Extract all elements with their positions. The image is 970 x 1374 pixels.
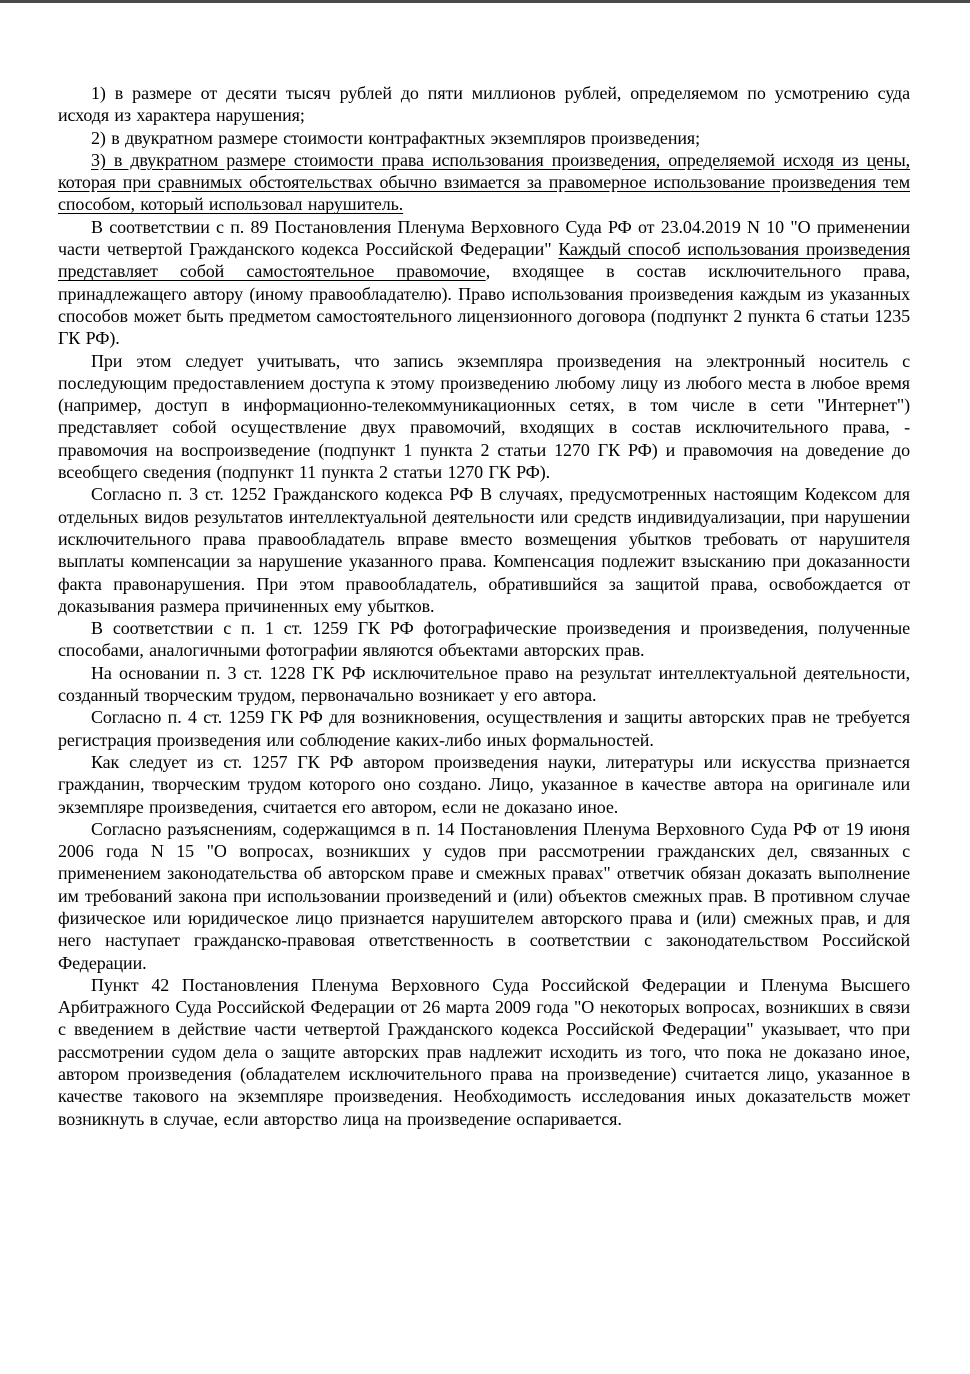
paragraph bbox=[58, 82, 910, 127]
text-run: Пункт 42 Постановления Пленума Верховного Суда Российской Федерации и Пленума Высшего Арбитражного Суда Российской Федерации от 26 марта 2009 года "О некоторых вопросах, возникших в связи с введением в действие части четвертой Гражданского кодекса Российской Федерации" указывает, что при рассмотрении судом дела о защите авторских прав надлежит исходить из того, что пока не доказано иное, автором произведения (обладателем исключительного права на произведение) считается лицо, указанное в качестве такового на экземпляре произведения. Необходимость исследования иных доказательств может возникнуть в случае, если авторство лица на произведение оспаривается. bbox=[58, 974, 910, 1129]
text-run: 2) в двукратном размере стоимости контрафактных экземпляров произведения; bbox=[91, 127, 700, 148]
text-run: 1) в размере от десяти тысяч рублей до пяти миллионов рублей, определяемом по усмотрению суда исходя из характера нарушения; bbox=[58, 83, 910, 126]
paragraph bbox=[58, 483, 910, 617]
top-border-rule bbox=[0, 0, 970, 3]
paragraph bbox=[58, 149, 910, 216]
text-run: При этом следует учитывать, что запись экземпляра произведения на электронный носитель с последующим предоставлением доступа к этому произведению любому лицу из любого места в любое время (например, доступ в информационно-телекоммуникационных сетях, в том числе в сети "Интернет") представляет собой осуществление двух правомочий, входящих в состав исключительного права, - правомочия на воспроизведение (подпункт 1 пункта 2 статьи 1270 ГК РФ) и правомочия на доведение до всеобщего сведения (подпункт 11 пункта 2 статьи 1270 ГК РФ). bbox=[58, 350, 910, 483]
paragraph bbox=[58, 216, 910, 350]
paragraph bbox=[58, 350, 910, 484]
paragraph bbox=[58, 974, 910, 1130]
text-run: Согласно п. 4 ст. 1259 ГК РФ для возникновения, осуществления и защиты авторских прав не требуется регистрация произведения или соблюдение каких-либо иных формальностей. bbox=[58, 707, 910, 750]
paragraph bbox=[58, 706, 910, 751]
text-run: На основании п. 3 ст. 1228 ГК РФ исключительное право на результат интеллектуальной деятельности, созданный творческим трудом, первоначально возникает у его автора. bbox=[58, 662, 910, 706]
document-body bbox=[58, 82, 910, 1130]
text-run: Как следует из ст. 1257 ГК РФ автором произведения науки, литературы или искусства признается гражданин, творческим трудом которого оно создано. Лицо, указанное в качестве автора на оригинале или экземпляре произведения, считается его автором, если не доказано иное. bbox=[58, 751, 910, 817]
paragraph bbox=[58, 662, 910, 707]
text-run: Согласно разъяснениям, содержащимся в п. 14 Постановления Пленума Верховного Суда РФ от 19 июня 2006 года N 15 "О вопросах, возникших у судов при рассмотрении гражданских дел, связанных с применением законодательства об авторском праве и смежных правах" ответчик обязан доказать выполнение им требований закона при использовании произведений и (или) объектов смежных прав. В противном случае физическое или юридическое лицо признается нарушителем авторского права и (или) смежных прав, и для него наступает гражданско-правовая ответственность в соответствии с законодательством Российской Федерации. bbox=[58, 818, 910, 973]
underlined-text-run: 3) в двукратном размере стоимости права использования произведения, определяемой исходя из цены, которая при сравнимых обстоятельствах обычно взимается за правомерное использование произведения тем способом, который использовал нарушитель. bbox=[58, 149, 910, 215]
paragraph bbox=[58, 127, 910, 149]
text-run: В соответствии с п. 1 ст. 1259 ГК РФ фотографические произведения и произведения, полученные способами, аналогичными фотографии являются объектами авторских прав. bbox=[58, 618, 910, 661]
text-run: Согласно п. 3 ст. 1252 Гражданского кодекса РФ В случаях, предусмотренных настоящим Кодексом для отдельных видов результатов интеллектуальной деятельности или средств индивидуализации, при нарушении исключительного права правообладатель вправе вместо возмещения убытков требовать от нарушителя выплаты компенсации за нарушение указанного права. Компенсация подлежит взысканию при доказанности факта правонарушения. При этом правообладатель, обратившийся за защитой права, освобождается от доказывания размера причиненных ему убытков. bbox=[58, 484, 910, 616]
underlined-text-run: Каждый способ использования произведения представляет собой самостоятельное правомочие bbox=[58, 239, 911, 282]
text-run: , входящее в состав исключительного права, принадлежащего автору (иному правообладателю). Право использования произведения каждым из указанных способов может быть предметом самостоятельного лицензионного договора (подпункт 2 пункта 6 статьи 1235 ГК РФ). bbox=[58, 261, 911, 349]
text-run: В соответствии с п. 89 Постановления Пленума Верховного Суда РФ от 23.04.2019 N 10 "О применении части четвертой Гражданского кодекса Российской Федерации" bbox=[58, 216, 910, 260]
paragraph bbox=[58, 617, 910, 662]
paragraph bbox=[58, 751, 910, 818]
paragraph bbox=[58, 818, 910, 974]
